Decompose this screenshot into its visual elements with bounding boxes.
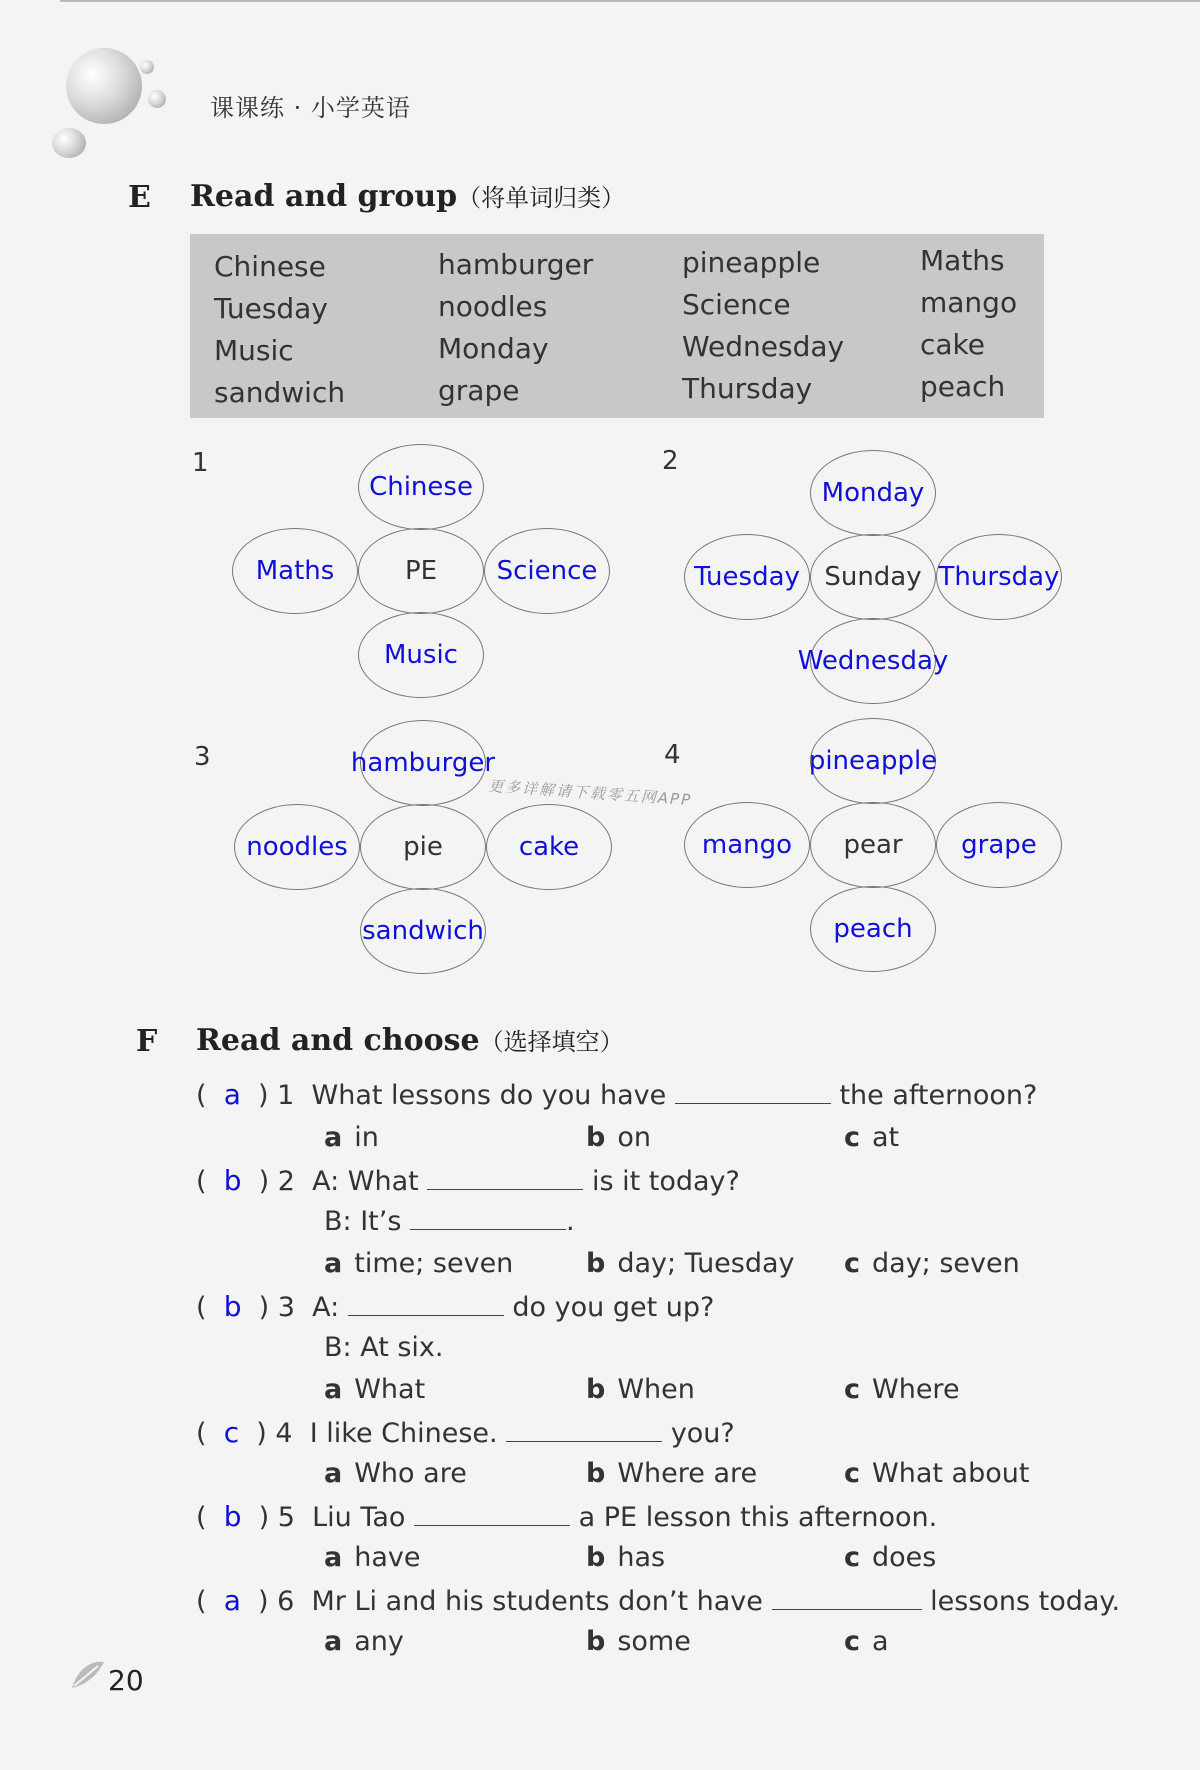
petal-word: Monday [821,478,925,508]
top-rule [60,0,1200,2]
option-letter: b [586,1122,606,1153]
option-letter: b [586,1374,606,1405]
petal-word: Maths [255,556,335,586]
answer-4: c [223,1416,240,1449]
section-e-title [190,178,625,214]
option-a [324,1542,420,1573]
answer-5: b [223,1500,242,1533]
option-letter: a [324,1248,343,1279]
section-f-letter: F [136,1024,158,1059]
option-a [324,1458,467,1489]
question-6: ( a ) 6 Mr Li and his students don’t have lessons today. [196,1584,1121,1617]
question-number: 6 [277,1586,295,1617]
option-text: some [617,1626,691,1657]
option-c [844,1122,899,1153]
option-a [324,1122,379,1153]
group-2-center-petal [810,534,936,620]
question-number: 2 [277,1166,295,1197]
option-letter: b [586,1626,606,1657]
option-text: a [872,1626,889,1657]
option-c [844,1374,960,1405]
group-number: 4 [664,740,681,770]
question-text: do you get up? [512,1292,715,1323]
option-text: any [354,1626,404,1657]
option-letter: b [586,1458,606,1489]
blank [348,1293,504,1316]
option-text: have [354,1542,421,1573]
question-text: B: It’s [324,1206,402,1237]
petal-word: peach [833,914,913,944]
group-4-top-petal [810,718,936,804]
section-f-title-text: Read and choose [196,1023,480,1058]
option-b [586,1542,665,1573]
question-text: What lessons do you have [311,1080,667,1111]
question-4: ( c ) 4 I like Chinese. you? [196,1416,735,1449]
question-3-line2: B: At six. [324,1332,444,1363]
word-bank-item: Thursday [682,372,813,405]
group-2-top-petal [810,450,936,536]
question-text: a PE lesson this afternoon. [578,1502,938,1533]
petal-word: noodles [246,832,348,862]
option-letter: c [844,1626,861,1657]
option-b [586,1626,691,1657]
section-e-subtitle: （将单词归类） [457,184,626,212]
word-bank-item: mango [920,286,1018,319]
option-a [324,1248,513,1279]
option-text: What about [872,1458,1030,1489]
group-4-left-petal [684,802,810,888]
group-number: 2 [662,446,679,476]
option-letter: c [844,1248,861,1279]
watermark: 更多详解请下载零五网APP [487,776,693,810]
option-text: Where are [617,1458,758,1489]
word-bank-item: hamburger [438,248,594,281]
group-number: 3 [194,742,211,772]
option-b [586,1374,695,1405]
question-text: is it today? [591,1166,740,1197]
option-text: in [354,1122,379,1153]
answer-1: a [223,1078,241,1111]
word-bank-item: Music [214,334,294,367]
option-a [324,1374,425,1405]
option-text: on [617,1122,651,1153]
word-bank-item: Wednesday [682,330,845,363]
bubble-decoration-dot [140,60,154,74]
group-1-bottom-petal [358,612,484,698]
option-text: day; seven [872,1248,1020,1279]
word-bank-item: Tuesday [214,292,328,325]
petal-word: Tuesday [694,562,800,592]
question-1: ( a ) 1 What lessons do you have the afternoon? [196,1078,1038,1111]
bubble-decoration-small [52,128,86,158]
petal-word: hamburger [350,748,496,778]
option-text: What [354,1374,426,1405]
option-letter: c [844,1458,861,1489]
answer-3: b [223,1290,242,1323]
question-number: 4 [275,1418,293,1449]
group-2-right-petal [936,534,1062,620]
petal-word: Science [496,556,598,586]
group-3-bottom-petal [360,888,486,974]
answer-6: a [223,1584,241,1617]
petal-word: mango [701,830,793,860]
group-2-left-petal [684,534,810,620]
option-text: Who are [354,1458,467,1489]
option-letter: c [844,1542,861,1573]
blank [414,1503,570,1526]
blank [410,1207,566,1230]
leaf-icon [68,1656,108,1692]
blank [427,1167,583,1190]
bubble-decoration-large [66,48,142,124]
petal-word: Wednesday [797,646,949,676]
section-f-subtitle: （选择填空） [479,1028,624,1056]
question-2-line2 [324,1206,575,1237]
option-text: day; Tuesday [617,1248,795,1279]
group-4-center-petal [810,802,936,888]
question-number: 5 [277,1502,295,1533]
option-c [844,1458,1029,1489]
group-3-right-petal [486,804,612,890]
blank [506,1419,662,1442]
petal-word: Music [384,640,458,670]
petal-word: grape [961,830,1037,860]
section-e-title-text: Read and group [190,179,458,214]
section-e-letter: E [128,180,151,215]
question-number: 3 [277,1292,295,1323]
group-3-top-petal [350,720,496,806]
option-letter: a [324,1458,343,1489]
word-bank-item: Monday [438,332,549,365]
word-bank-item: cake [920,328,985,361]
option-text: does [872,1542,937,1573]
option-b [586,1122,651,1153]
word-bank-item: peach [920,370,1006,403]
group-4-right-petal [936,802,1062,888]
word-bank-item: grape [438,374,520,407]
question-text: . [566,1206,575,1237]
question-5: ( b ) 5 Liu Tao a PE lesson this afternoon. [196,1500,938,1533]
option-text: When [617,1374,695,1405]
answer-2: b [223,1164,242,1197]
option-text: at [872,1122,900,1153]
petal-word: pie [403,832,443,862]
option-letter: a [324,1626,343,1657]
option-letter: b [586,1542,606,1573]
question-number: 1 [277,1080,295,1111]
option-text: has [617,1542,666,1573]
group-4-bottom-petal [810,886,936,972]
word-bank-item: Science [682,288,791,321]
question-text: Mr Li and his students don’t have [311,1586,763,1617]
option-letter: a [324,1122,343,1153]
word-bank-item: pineapple [682,246,821,279]
option-letter: a [324,1374,343,1405]
petal-word: cake [518,832,580,862]
petal-word: Chinese [369,472,473,502]
option-b [586,1458,757,1489]
option-text: time; seven [354,1248,514,1279]
blank [675,1081,831,1104]
group-3-left-petal [234,804,360,890]
petal-word: PE [404,556,438,586]
question-3: ( b ) 3 A: do you get up? [196,1290,715,1323]
group-1-left-petal [232,528,358,614]
group-number: 1 [192,448,209,478]
option-letter: b [586,1248,606,1279]
word-bank-item: Maths [920,244,1005,277]
option-c [844,1542,936,1573]
question-2: ( b ) 2 A: What is it today? [196,1164,740,1197]
group-1-top-petal [358,444,484,530]
question-text: A: What [312,1166,419,1197]
section-f-title [196,1022,624,1058]
option-letter: c [844,1122,861,1153]
question-text: I like Chinese. [309,1418,498,1449]
group-2-bottom-petal [797,618,949,704]
petal-word: Thursday [938,562,1060,592]
option-a [324,1626,404,1657]
word-bank-item: noodles [438,290,548,323]
petal-word: Sunday [824,562,922,592]
page-number: 20 [108,1664,144,1697]
word-bank-item: sandwich [214,376,346,409]
group-1-center-petal [358,528,484,614]
question-text: the afternoon? [839,1080,1038,1111]
question-text: A: [312,1292,340,1323]
group-3-center-petal [360,804,486,890]
option-b [586,1248,795,1279]
petal-word: pear [843,830,903,860]
option-c [844,1626,889,1657]
bubble-decoration-tiny [148,90,166,108]
petal-word: pineapple [808,746,938,776]
option-letter: a [324,1542,343,1573]
petal-word: sandwich [362,916,484,946]
word-bank-item: Chinese [214,250,326,283]
question-text: Liu Tao [312,1502,406,1533]
option-text: Where [872,1374,960,1405]
group-1-right-petal [484,528,610,614]
blank [772,1587,922,1610]
option-letter: c [844,1374,861,1405]
option-c [844,1248,1020,1279]
book-header: 课课练 · 小学英语 [210,94,411,122]
question-text: lessons today. [930,1586,1121,1617]
question-text: you? [670,1418,735,1449]
